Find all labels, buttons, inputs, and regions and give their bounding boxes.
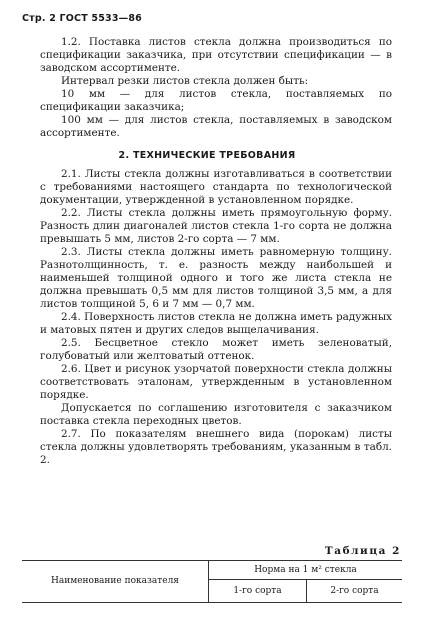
paragraph-2-4: 2.4. Поверхность листов стекла не должна иметь радужных и матовых пятен и других следов выщелачивания. — [40, 311, 392, 336]
header-indicator-name: Наименование показателя — [22, 561, 209, 603]
page-header: Стр. 2 ГОСТ 5533—86 — [22, 13, 142, 24]
paragraph-100mm: 100 мм — для листов стекла, поставляемых в заводском ассортименте. — [40, 114, 392, 139]
header-grade-1: 1-го сорта — [209, 580, 307, 603]
header-grade-2: 2-го сорта — [307, 580, 403, 603]
paragraph-transition-colors: Допускается по соглашению изготовителя с заказчиком поставка стекла переходных цветов. — [40, 402, 392, 427]
requirements-block — [40, 168, 392, 467]
paragraph-10mm: 10 мм — для листов стекла, поставляемых по спецификации заказчика; — [40, 88, 392, 113]
paragraph-2-5: 2.5. Бесцветное стекло может иметь зеленоватый, голубоватый или желтоватый оттенок. — [40, 337, 392, 362]
header-norm: Норма на 1 м² стекла — [209, 561, 403, 580]
paragraph-1-2: 1.2. Поставка листов стекла должна производиться по спецификации заказчика, при отсутствии спецификации — в заводском ассортименте. — [40, 36, 392, 74]
defects-table — [22, 560, 402, 603]
section-title: 2. ТЕХНИЧЕСКИЕ ТРЕБОВАНИЯ — [118, 150, 296, 161]
paragraph-2-7: 2.7. По показателям внешнего вида (порокам) листы стекла должны удовлетворять требованиям, указанным в табл. 2. — [40, 428, 392, 466]
paragraph-2-6: 2.6. Цвет и рисунок узорчатой поверхности стекла должны соответствовать эталонам, утвержденным в установленном порядке. — [40, 363, 392, 401]
paragraph-2-3: 2.3. Листы стекла должны иметь равномерную толщину. Разнотолщинность, т. е. разность между наибольшей и наименьшей толщиной одного и того же листа стекла не должна превышать 0,5 мм для листов толщиной 3,5 мм, а для листов толщиной 5, 6 и 7 мм — 0,7 мм. — [40, 246, 392, 310]
table-caption: Таблица 2 — [324, 545, 401, 557]
paragraph-2-1: 2.1. Листы стекла должны изготавливаться в соответствии с требованиями настоящего стандарта по технологической документации, утвержденной в установленном порядке. — [40, 168, 392, 206]
paragraph-cut-interval: Интервал резки листов стекла должен быть: — [61, 75, 309, 87]
paragraph-2-2: 2.2. Листы стекла должны иметь прямоугольную форму. Разность длин диагоналей листов стекла 1-го сорта не должна превышать 5 мм, листов 2-го сорта — 7 мм. — [40, 207, 392, 245]
intro-block — [40, 36, 392, 140]
